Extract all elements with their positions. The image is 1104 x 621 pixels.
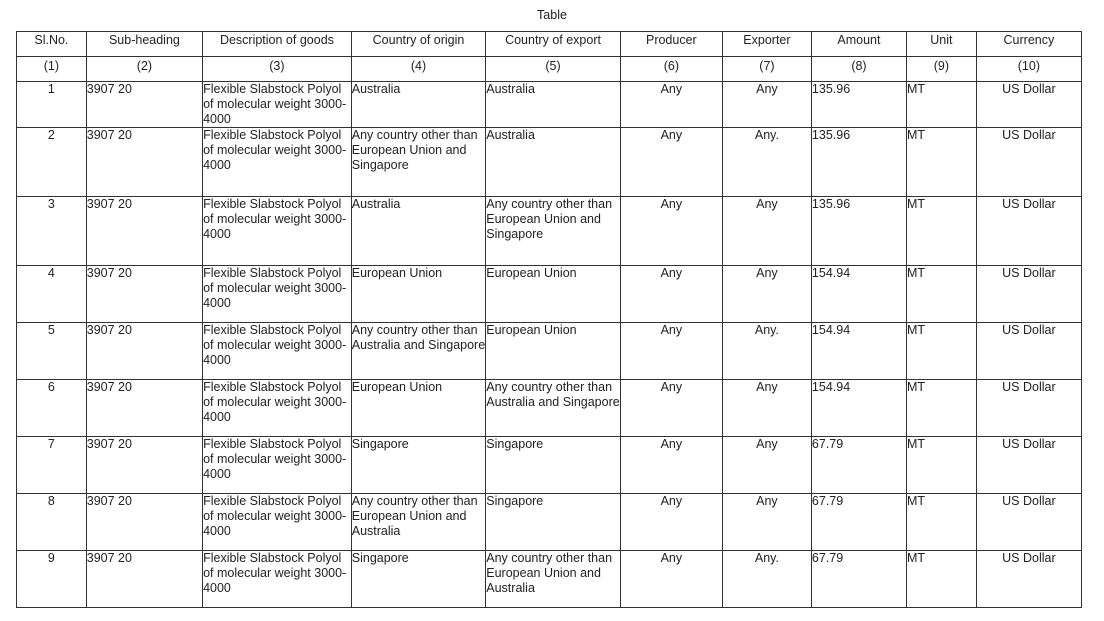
cell-exporter: Any.: [722, 323, 811, 380]
cell-country-of-origin: Australia: [351, 197, 486, 266]
cell-unit: MT: [906, 380, 976, 437]
cell-sub-heading: 3907 20: [86, 494, 202, 551]
header-country-of-origin: Country of origin: [351, 32, 486, 57]
cell-unit: MT: [906, 551, 976, 608]
table-row: [17, 323, 1082, 380]
cell-sub-heading: 3907 20: [86, 82, 202, 128]
cell-amount: 67.79: [811, 494, 906, 551]
cell-currency: US Dollar: [976, 494, 1081, 551]
header-country-of-export: Country of export: [486, 32, 621, 57]
header-description: Description of goods: [203, 32, 352, 57]
cell-unit: MT: [906, 494, 976, 551]
cell-unit: MT: [906, 82, 976, 128]
cell-producer: Any: [620, 380, 722, 437]
cell-sl-no: 6: [17, 380, 87, 437]
header-unit: Unit: [906, 32, 976, 57]
header-amount: Amount: [811, 32, 906, 57]
col-number: (5): [486, 57, 621, 82]
col-number: (7): [722, 57, 811, 82]
cell-unit: MT: [906, 128, 976, 197]
cell-sub-heading: 3907 20: [86, 323, 202, 380]
cell-currency: US Dollar: [976, 551, 1081, 608]
table-caption: Table: [537, 8, 567, 22]
cell-country-of-origin: Any country other than European Union and Singapore: [351, 128, 486, 197]
col-number: (8): [811, 57, 906, 82]
cell-exporter: Any.: [722, 551, 811, 608]
header-sub-heading: Sub-heading: [86, 32, 202, 57]
cell-description: Flexible Slabstock Polyol of molecular weight 3000-4000: [203, 197, 352, 266]
cell-currency: US Dollar: [976, 197, 1081, 266]
cell-exporter: Any: [722, 82, 811, 128]
cell-producer: Any: [620, 128, 722, 197]
cell-sub-heading: 3907 20: [86, 551, 202, 608]
cell-sl-no: 8: [17, 494, 87, 551]
cell-sub-heading: 3907 20: [86, 437, 202, 494]
cell-sub-heading: 3907 20: [86, 266, 202, 323]
table-row: [17, 494, 1082, 551]
col-number: (3): [203, 57, 352, 82]
cell-description: Flexible Slabstock Polyol of molecular weight 3000-4000: [203, 266, 352, 323]
table-row: [17, 437, 1082, 494]
cell-amount: 135.96: [811, 197, 906, 266]
header-sl-no: Sl.No.: [17, 32, 87, 57]
cell-description: Flexible Slabstock Polyol of molecular weight 3000-4000: [203, 380, 352, 437]
cell-sub-heading: 3907 20: [86, 380, 202, 437]
table-row: [17, 197, 1082, 266]
table-row: [17, 128, 1082, 197]
cell-country-of-export: Australia: [486, 128, 621, 197]
col-number: (10): [976, 57, 1081, 82]
cell-exporter: Any: [722, 197, 811, 266]
cell-producer: Any: [620, 266, 722, 323]
cell-country-of-export: Any country other than Australia and Singapore: [486, 380, 621, 437]
cell-description: Flexible Slabstock Polyol of molecular weight 3000-4000: [203, 551, 352, 608]
cell-sl-no: 9: [17, 551, 87, 608]
cell-unit: MT: [906, 266, 976, 323]
cell-producer: Any: [620, 82, 722, 128]
cell-producer: Any: [620, 494, 722, 551]
cell-country-of-origin: Any country other than European Union and Australia: [351, 494, 486, 551]
cell-producer: Any: [620, 197, 722, 266]
cell-description: Flexible Slabstock Polyol of molecular weight 3000-4000: [203, 323, 352, 380]
cell-amount: 154.94: [811, 323, 906, 380]
cell-amount: 135.96: [811, 82, 906, 128]
cell-producer: Any: [620, 437, 722, 494]
cell-country-of-export: Australia: [486, 82, 621, 128]
cell-sl-no: 2: [17, 128, 87, 197]
cell-exporter: Any.: [722, 128, 811, 197]
cell-amount: 154.94: [811, 380, 906, 437]
cell-country-of-export: European Union: [486, 266, 621, 323]
col-number: (1): [17, 57, 87, 82]
cell-country-of-origin: European Union: [351, 380, 486, 437]
cell-currency: US Dollar: [976, 266, 1081, 323]
cell-sl-no: 3: [17, 197, 87, 266]
cell-exporter: Any: [722, 266, 811, 323]
cell-sl-no: 4: [17, 266, 87, 323]
cell-amount: 67.79: [811, 437, 906, 494]
cell-sub-heading: 3907 20: [86, 197, 202, 266]
table-row: [17, 82, 1082, 128]
cell-country-of-export: European Union: [486, 323, 621, 380]
cell-country-of-origin: Singapore: [351, 551, 486, 608]
column-number-row: [17, 57, 1082, 82]
cell-sl-no: 1: [17, 82, 87, 128]
cell-country-of-origin: European Union: [351, 266, 486, 323]
col-number: (6): [620, 57, 722, 82]
header-currency: Currency: [976, 32, 1081, 57]
cell-producer: Any: [620, 551, 722, 608]
duty-table: [16, 31, 1082, 608]
col-number: (9): [906, 57, 976, 82]
cell-exporter: Any: [722, 437, 811, 494]
table-row: [17, 266, 1082, 323]
table-row: [17, 380, 1082, 437]
cell-country-of-export: Any country other than European Union and Australia: [486, 551, 621, 608]
cell-description: Flexible Slabstock Polyol of molecular weight 3000-4000: [203, 494, 352, 551]
cell-country-of-origin: Any country other than Australia and Singapore: [351, 323, 486, 380]
header-exporter: Exporter: [722, 32, 811, 57]
cell-amount: 154.94: [811, 266, 906, 323]
cell-unit: MT: [906, 437, 976, 494]
cell-sl-no: 5: [17, 323, 87, 380]
cell-amount: 67.79: [811, 551, 906, 608]
cell-amount: 135.96: [811, 128, 906, 197]
cell-unit: MT: [906, 323, 976, 380]
col-number: (4): [351, 57, 486, 82]
cell-country-of-export: Any country other than European Union and Singapore: [486, 197, 621, 266]
table-row: [17, 551, 1082, 608]
cell-sub-heading: 3907 20: [86, 128, 202, 197]
cell-currency: US Dollar: [976, 128, 1081, 197]
cell-description: Flexible Slabstock Polyol of molecular weight 3000-4000: [203, 437, 352, 494]
cell-currency: US Dollar: [976, 437, 1081, 494]
cell-country-of-origin: Australia: [351, 82, 486, 128]
cell-exporter: Any: [722, 380, 811, 437]
cell-currency: US Dollar: [976, 82, 1081, 128]
cell-producer: Any: [620, 323, 722, 380]
header-row: [17, 32, 1082, 57]
cell-unit: MT: [906, 197, 976, 266]
cell-sl-no: 7: [17, 437, 87, 494]
cell-description: Flexible Slabstock Polyol of molecular weight 3000-4000: [203, 82, 352, 128]
cell-currency: US Dollar: [976, 323, 1081, 380]
col-number: (2): [86, 57, 202, 82]
cell-country-of-origin: Singapore: [351, 437, 486, 494]
cell-description: Flexible Slabstock Polyol of molecular weight 3000-4000: [203, 128, 352, 197]
cell-country-of-export: Singapore: [486, 494, 621, 551]
cell-currency: US Dollar: [976, 380, 1081, 437]
cell-exporter: Any: [722, 494, 811, 551]
cell-country-of-export: Singapore: [486, 437, 621, 494]
header-producer: Producer: [620, 32, 722, 57]
